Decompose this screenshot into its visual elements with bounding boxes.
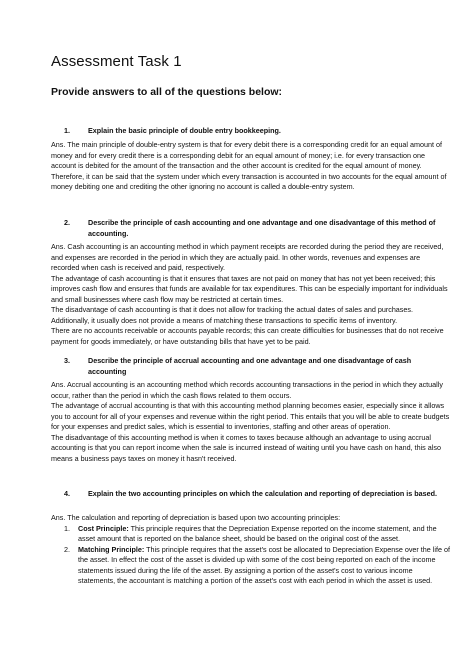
answer-paragraph: Ans. The calculation and reporting of depreciation is based upon two accounting principles:	[51, 513, 341, 522]
page-title: Assessment Task 1	[51, 53, 182, 70]
list-item	[51, 524, 450, 545]
answer-paragraph: The disadvantage of cash accounting is that it does not allow for tracking the actual dates of sales and purchases. Additionally, it usually does not provide a means of matching these transactions to specific items of inventory.	[51, 305, 413, 325]
question-number: 2.	[64, 218, 70, 227]
question-1	[51, 126, 446, 137]
answer-paragraph: The disadvantage of this accounting method is when it comes to taxes because although an advantage to using accrual accounting is that you can report income when the sale is incurred instead of waiting until you have cash on hand, this also means a business pays taxes on money it hasn't received.	[51, 432, 441, 463]
principle-text: This principle requires that the asset's cost be allocated to Depreciation Expense over the life of the asset. In effect the cost of the asset is divided up with some of the cost being reported on each of the income statements issued during the life of the asset. By assigning a portion of the asset's cost to various income statements, the accountant is matching a portion of the asset's cost with each period in which the asset is used.	[78, 544, 450, 585]
answer-paragraph: Ans. Cash accounting is an accounting method in which payment receipts are recorded during the period they are received, and expenses are recorded in the period in which they are actually paid. In other words, revenues and expenses are recorded when cash is received and paid, respectively.	[51, 242, 444, 272]
question-text: Explain the two accounting principles on which the calculation and reporting of depreciation is based.	[88, 489, 438, 498]
principle-text: This principle requires that the Depreciation Expense reported on the income statement, and the asset amount that is reported on the balance sheet, should be based on the original cost of the asset.	[78, 523, 437, 543]
list-number: 1.	[64, 523, 70, 533]
principle-term: Cost Principle:	[78, 523, 129, 533]
question-3	[51, 356, 446, 377]
question-text: Explain the basic principle of double entry bookkeeping.	[88, 126, 281, 135]
answer-2	[51, 242, 450, 347]
answer-1	[51, 140, 450, 193]
answer-paragraph: The advantage of accrual accounting is that with this accounting method planning becomes easier, especially since it allows you to account for all of your expenses and revenue within the right period. This entails that you will be able to create budgets for your expenses and predict sales, which is essential to inventories, staffing and other areas of operation.	[51, 401, 450, 431]
answer-paragraph: The advantage of cash accounting is that it ensures that taxes are not paid on money that has not yet been received; this improves cash flow and ensures that funds are available for tax expenditures. This can be especially important for individuals and small businesses where cash flow may be restricted at certain times.	[51, 273, 448, 304]
principles-list	[51, 524, 450, 587]
question-number: 3.	[64, 356, 70, 365]
principle-term: Matching Principle:	[78, 544, 145, 554]
question-text: Describe the principle of cash accounting and one advantage and one disadvantage of this method of accounting.	[88, 218, 436, 238]
question-number: 1.	[64, 126, 70, 135]
question-4	[51, 489, 446, 500]
question-2	[51, 218, 446, 239]
question-text: Describe the principle of accrual accounting and one advantage and one disadvantage of cash accounting	[88, 356, 412, 376]
answer-paragraph: Ans. Accrual accounting is an accounting method which records accounting transactions in the period in which they actually occur, rather than the period in which the cash flows related to them occurs.	[51, 380, 443, 400]
answer-3	[51, 380, 450, 464]
question-number: 4.	[64, 489, 70, 498]
answer-4	[51, 513, 450, 587]
list-number: 2.	[64, 544, 70, 554]
list-item	[51, 545, 450, 587]
instructions: Provide answers to all of the questions below:	[51, 86, 283, 98]
answer-paragraph: There are no accounts receivable or accounts payable records; this can create difficulties for businesses that do not receive payment for goods immediately, or have outstanding bills that have yet to be paid.	[51, 326, 444, 346]
answer-paragraph: Ans. The main principle of double-entry system is that for every debit there is a corresponding credit for an equal amount of money and for every credit there is a corresponding debit for an equal amount of money; i.e. for every transaction one account is debited for the amount of the transaction and the other account is credited for the equal amount of money. Therefore, it can be said that the system under which every transaction is accounted in two accounts for the equal amount of money debiting one and crediting the other ignoring no account is called a double-entry system.	[51, 140, 447, 191]
